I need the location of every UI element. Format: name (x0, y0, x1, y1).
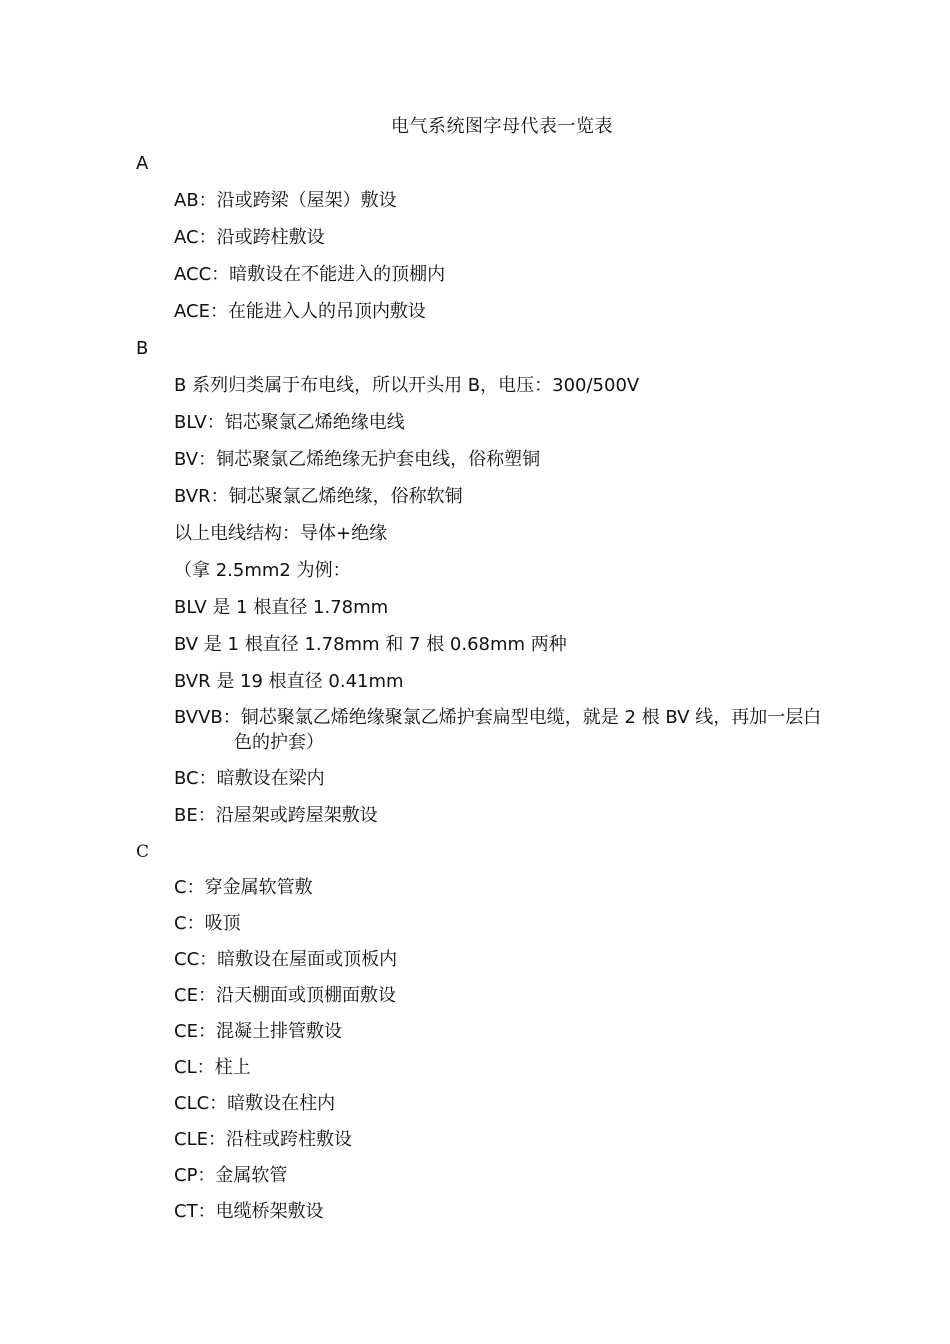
entry-bvvb: BVVB：铜芯聚氯乙烯绝缘聚氯乙烯护套扁型电缆，就是 2 根 BV 线，再加一层白色的护套） (174, 707, 822, 753)
entry-ct: CT：电缆桥架敷设 (174, 1201, 324, 1222)
entry-bv-diameter: BV 是 1 根直径 1.78mm 和 7 根 0.68mm 两种 (174, 634, 567, 655)
entry-acc: ACC：暗敷设在不能进入的顶棚内 (174, 264, 446, 285)
section-heading-c: C (136, 842, 150, 862)
section-heading-b: B (136, 338, 149, 359)
entry-c-flexible-conduit: C：穿金属软管敷 (174, 877, 313, 898)
entry-cl: CL：柱上 (174, 1057, 251, 1078)
entry-cc: CC：暗敷设在屋面或顶板内 (174, 949, 398, 970)
entry-clc: CLC：暗敷设在柱内 (174, 1093, 336, 1114)
entry-b-series: B 系列归类属于布电线，所以开头用 B，电压：300/500V (174, 375, 640, 396)
entry-example-intro: （拿 2.5mm2 为例： (174, 560, 351, 581)
entry-bvr: BVR：铜芯聚氯乙烯绝缘，俗称软铜 (174, 486, 463, 507)
entry-ac: AC：沿或跨柱敷设 (174, 227, 325, 248)
entry-bvr-diameter: BVR 是 19 根直径 0.41mm (174, 671, 404, 692)
document-body (0, 150, 950, 1234)
entry-blv: BLV：铝芯聚氯乙烯绝缘电线 (174, 412, 405, 433)
entry-c-ceiling: C：吸顶 (174, 913, 241, 934)
entry-cle: CLE：沿柱或跨柱敷设 (174, 1129, 352, 1150)
entry-ace: ACE：在能进入人的吊顶内敷设 (174, 301, 426, 322)
entry-be: BE：沿屋架或跨屋架敷设 (174, 805, 378, 826)
entry-cp: CP：金属软管 (174, 1165, 288, 1186)
entry-ce-concrete: CE：混凝土排管敷设 (174, 1021, 342, 1042)
entry-blv-diameter: BLV 是 1 根直径 1.78mm (174, 597, 389, 618)
entry-bc: BC：暗敷设在梁内 (174, 768, 325, 789)
entry-bv: BV：铜芯聚氯乙烯绝缘无护套电线，俗称塑铜 (174, 449, 541, 470)
section-heading-a: A (136, 153, 149, 174)
entry-ce-ceiling: CE：沿天棚面或顶棚面敷设 (174, 985, 396, 1006)
entry-structure-note: 以上电线结构：导体+绝缘 (174, 523, 388, 544)
document-title: 电气系统图字母代表一览表 (391, 116, 613, 137)
entry-ab: AB：沿或跨梁（屋架）敷设 (174, 190, 397, 211)
